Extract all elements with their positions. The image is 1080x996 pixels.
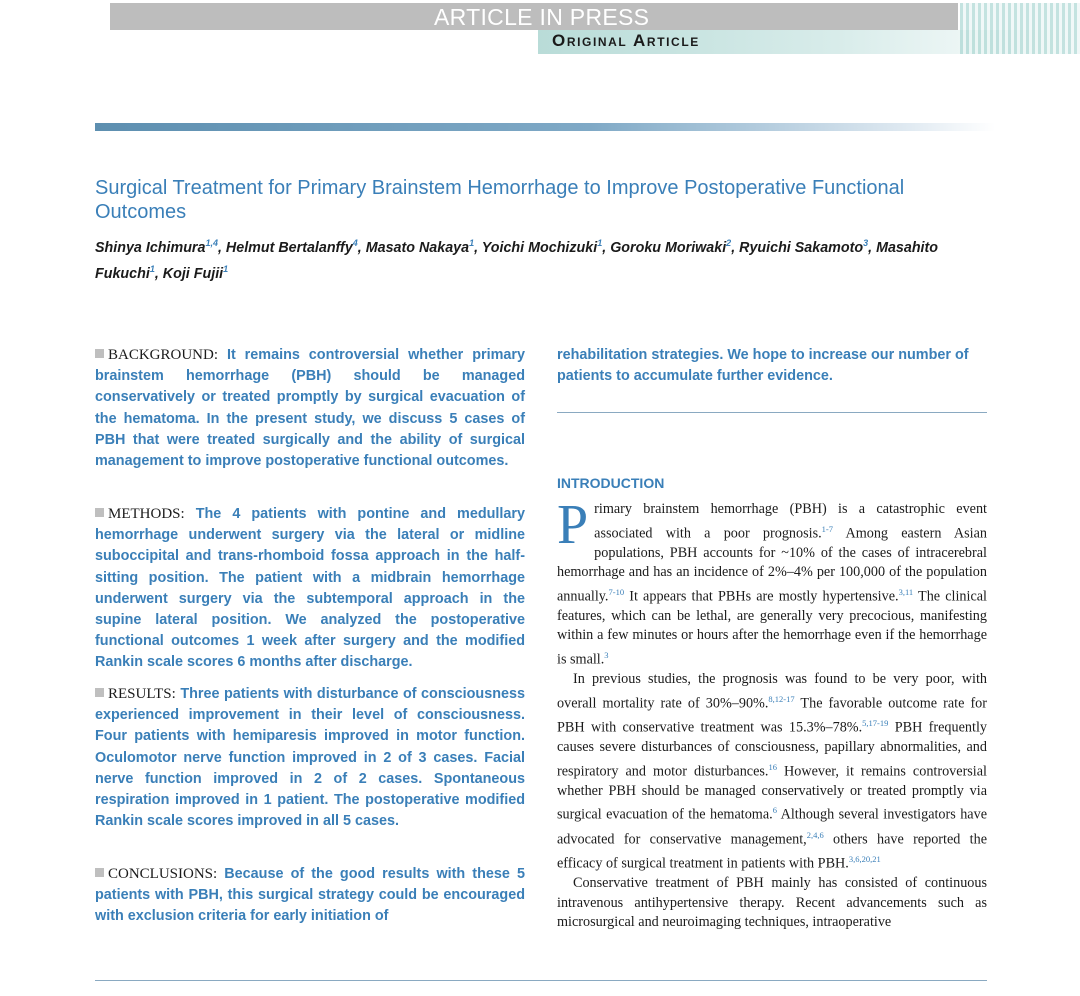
author-affiliation: 3 xyxy=(863,238,869,248)
article-in-press-label: ARTICLE IN PRESS xyxy=(434,4,650,30)
results-text: Three patients with disturbance of consciousness experienced improvement in their level of consciousness. Four patients with hemiparesis improved in motor function. Oculomotor nerve function improved in 2 of 3 cases. Facial nerve function improved in 2 of 2 cases. Spontaneous respiration improved in 1 patient. The postoperative modified Rankin scale scores improved in all 5 cases. xyxy=(95,686,526,830)
section-label: Original Article xyxy=(552,31,700,50)
text-run: It appears that PBHs are mostly hypertensive. xyxy=(624,588,899,605)
text-run: The clinical features, which can be lethal, are generally very precocious, manifesting within a few minutes or hours after the hemorrhage even if the hemorrhage is small. xyxy=(557,588,987,668)
intro-paragraph-2 xyxy=(557,670,987,874)
text-run: rimary brainstem hemorrhage (PBH) is a catastrophic event associated with a poor prognosis. xyxy=(594,501,987,542)
author-affiliation: 1 xyxy=(223,263,229,274)
author-affiliation: 1 xyxy=(469,238,475,248)
bullet-square-icon xyxy=(95,868,104,877)
abstract-background xyxy=(95,345,525,472)
text-run: Among eastern Asian populations, PBH accounts for ~10% of the cases of intracerebral hemorrhage and has an incidence of 2%–4% per 100,000 of the population annually. xyxy=(557,525,987,605)
citation-ref[interactable]: 8,12-17 xyxy=(768,693,795,704)
background-text: It remains controversial whether primary brainstem hemorrhage (PBH) should be managed conservatively or treated promptly by surgical evacuation of the hematoma. In the present study, we discuss 5 cases of PBH that were treated surgically and the ability of surgical management to improve postoperative functional outcomes. xyxy=(95,347,525,470)
author-name: Masato Nakaya xyxy=(365,239,470,256)
text-run: Although several investigators have advocated for conservative management, xyxy=(557,807,987,848)
author-affiliation: 2 xyxy=(726,238,732,248)
background-label: BACKGROUND: xyxy=(108,347,219,363)
header-rule xyxy=(95,123,995,131)
results-label: RESULTS: xyxy=(108,686,176,702)
author-list: Shinya Ichimura$^{1,4}$, Helmut Bertalanffy$^4$, Masato Nakaya$^1$, Yoichi Mochizuki$^1$, Goroku Moriwaki$^2$, Ryuichi Sakamoto$^3$, Masahito Fukuchi$^1$, Koji Fujii$^1$ xyxy=(95,238,939,282)
bullet-square-icon xyxy=(95,688,104,697)
introduction-heading: INTRODUCTION xyxy=(557,475,665,491)
article-title: Surgical Treatment for Primary Brainstem Hemorrhage to Improve Postoperative Functional Outcomes xyxy=(95,177,905,223)
drop-cap: P xyxy=(557,494,589,556)
text-run: PBH frequently causes severe disturbances of consciousness, papillary abnormalities, and respiratory and motor disturbances. xyxy=(557,719,987,780)
conclusions-text: Because of the good results with these 5 patients with PBH, this surgical strategy could be encouraged with exclusion criteria for early initiation of xyxy=(95,866,525,925)
abstract-end-rule xyxy=(557,412,987,413)
author-name: Ryuichi Sakamoto xyxy=(739,239,864,256)
author-name: Shinya Ichimura xyxy=(95,239,206,256)
banner-stripe-decoration xyxy=(960,3,1080,54)
author-name: Masahito Fukuchi xyxy=(95,239,939,282)
abstract-conclusions xyxy=(95,864,525,928)
text-run: Conservative treatment of PBH mainly has consisted of continuous intravenous antihypertensive therapy. Recent advancements such as microsurgical and neuroimaging techniques, intraoperative xyxy=(557,875,987,931)
article-in-press-banner xyxy=(110,3,958,30)
methods-label: METHODS: xyxy=(108,506,185,522)
text-run: However, it remains controversial whether PBH should be managed conservatively or treated promptly via surgical evacuation of the hematoma. xyxy=(557,763,987,824)
citation-ref[interactable]: 3,11 xyxy=(898,586,914,597)
author-affiliation: 1,4 xyxy=(205,238,218,248)
author-affiliation: 1 xyxy=(597,238,603,248)
intro-paragraph-3 xyxy=(557,874,987,933)
author-affiliation: 4 xyxy=(352,238,358,248)
citation-ref[interactable]: 7-10 xyxy=(608,586,625,597)
author-name: Yoichi Mochizuki xyxy=(481,239,598,256)
citation-ref[interactable]: 3,6,20,21 xyxy=(848,853,881,864)
citation-ref[interactable]: 1-7 xyxy=(821,523,833,534)
citation-ref[interactable]: 16 xyxy=(768,761,777,772)
citation-ref[interactable]: 2,4,6 xyxy=(806,829,824,840)
author-name: Koji Fujii xyxy=(162,265,224,282)
abstract-continuation: rehabilitation strategies. We hope to increase our number of patients to accumulate further evidence. xyxy=(557,347,969,385)
citation-ref[interactable]: 6 xyxy=(772,805,777,816)
bullet-square-icon xyxy=(95,349,104,358)
author-name: Helmut Bertalanffy xyxy=(225,239,353,256)
introduction-body xyxy=(557,494,987,933)
bullet-square-icon xyxy=(95,508,104,517)
text-run: The favorable outcome rate for PBH with conservative treatment was 15.3%–78%. xyxy=(557,695,987,736)
text-run: others have reported the efficacy of surgical treatment in patients with PBH. xyxy=(557,831,987,872)
abstract-methods xyxy=(95,504,525,674)
conclusions-label: CONCLUSIONS: xyxy=(108,866,218,882)
citation-ref[interactable]: 5,17-19 xyxy=(862,717,889,728)
intro-paragraph-1 xyxy=(557,494,987,670)
author-name: Goroku Moriwaki xyxy=(610,239,727,256)
citation-ref[interactable]: 3 xyxy=(604,649,609,660)
footer-rule xyxy=(95,980,987,981)
author-affiliation: 1 xyxy=(149,263,155,274)
methods-text: The 4 patients with pontine and medullary hemorrhage underwent surgery via the lateral or midline suboccipital and trans-rhomboid fossa approach in the half-sitting position. The patient with a midbrain hemorrhage underwent surgery via the subtemporal approach in the supine lateral position. We analyzed the postoperative functional outcomes 1 week after surgery and the modified Rankin scale scores 6 months after discharge. xyxy=(95,506,526,671)
text-run: In previous studies, the prognosis was found to be very poor, with overall mortality rate of 30%–90%. xyxy=(557,671,987,712)
abstract-results xyxy=(95,684,525,832)
